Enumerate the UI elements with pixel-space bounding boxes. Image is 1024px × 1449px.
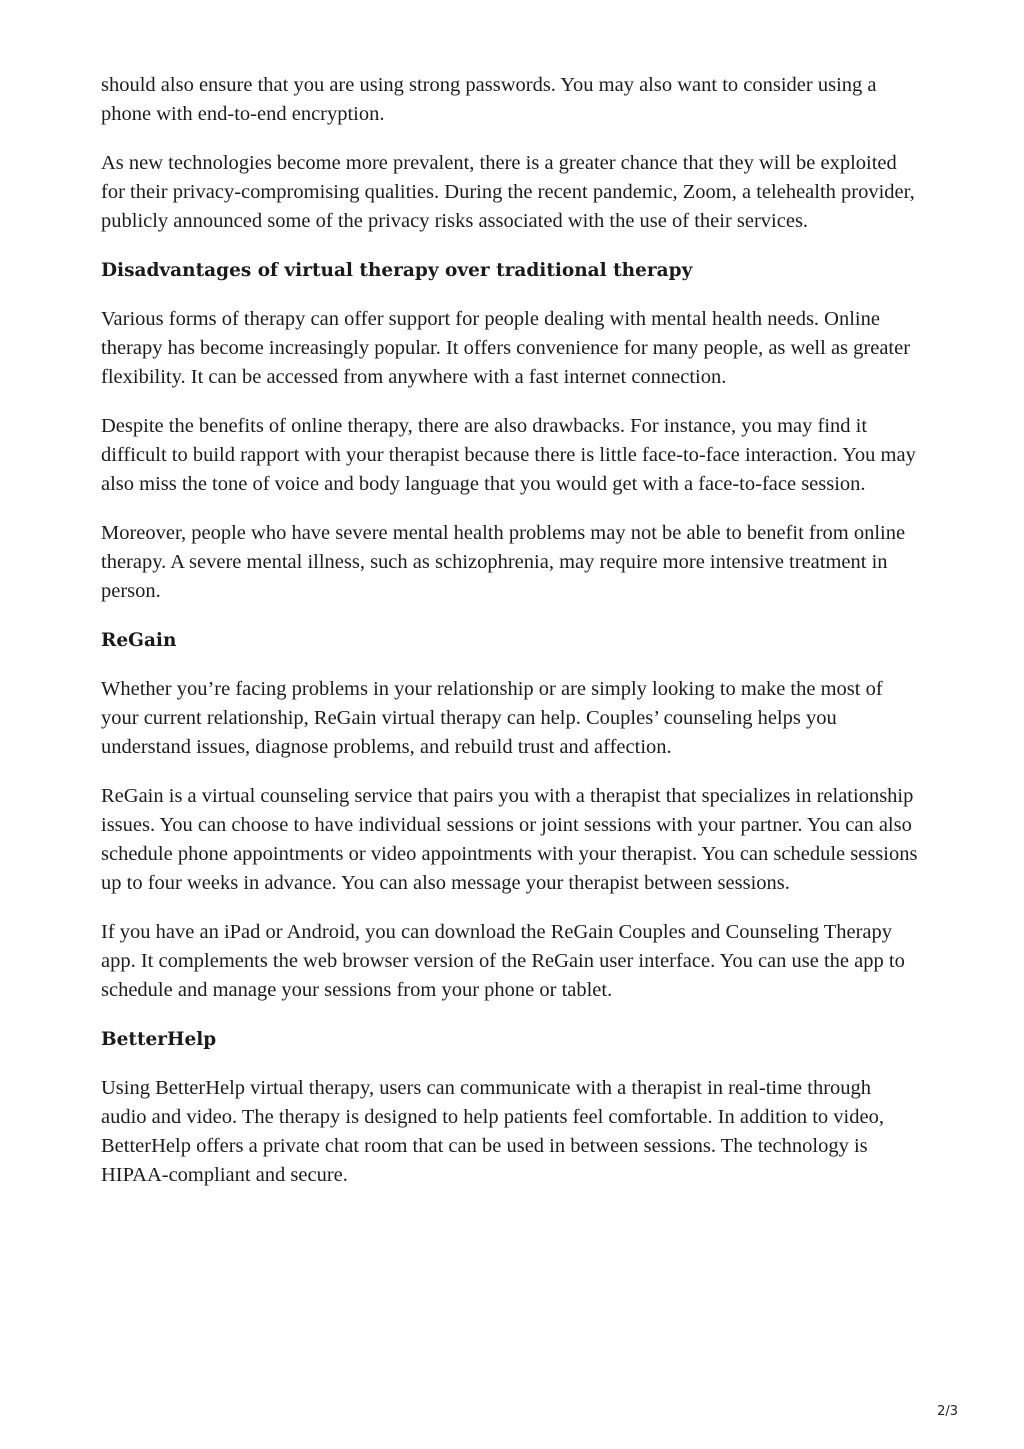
paragraph-betterhelp: Using BetterHelp virtual therapy, users can communicate with a therapist in real-time through audio and video. The therapy is designed to help patients feel comfortable. In addition to video, BetterHelp offers a private chat room that can be used in between sessions. The technology is HIPAA-compliant and secure. bbox=[101, 1077, 884, 1186]
paragraph-drawbacks: Despite the benefits of online therapy, there are also drawbacks. For instance, you may find it difficult to build rapport with your therapist because there is little face-to-face interaction. You may also miss the tone of voice and body language that you would get with a face-to-face session. bbox=[101, 415, 916, 495]
article-body bbox=[101, 71, 921, 1210]
paragraph-secure-phones: should also ensure that you are using strong passwords. You may also want to consider using a phone with end-to-end encryption. bbox=[101, 74, 877, 125]
paragraph-regain-intro: Whether you’re facing problems in your relationship or are simply looking to make the most of your current relationship, ReGain virtual therapy can help. Couples’ counseling helps you understand issues, diagnose problems, and rebuild trust and affection. bbox=[101, 678, 883, 758]
paragraph-new-technologies: As new technologies become more prevalent, there is a greater chance that they will be exploited for their privacy-compromising qualities. During the recent pandemic, Zoom, a telehealth provider, publicly announced some of the privacy risks associated with the use of their services. bbox=[101, 152, 915, 232]
paragraph-regain-app: If you have an iPad or Android, you can download the ReGain Couples and Counseling Therapy app. It complements the web browser version of the ReGain user interface. You can use the app to schedule and manage your sessions from your phone or tablet. bbox=[101, 921, 905, 1001]
heading-disadvantages: Disadvantages of virtual therapy over traditional therapy bbox=[101, 260, 693, 281]
page-number: 2/3 bbox=[937, 1404, 958, 1419]
heading-regain: ReGain bbox=[101, 630, 177, 651]
paragraph-regain-service: ReGain is a virtual counseling service that pairs you with a therapist that specializes in relationship issues. You can choose to have individual sessions or joint sessions with your partner. You can also schedule phone appointments or video appointments with your therapist. You can schedule sessions up to four weeks in advance. You can also message your therapist between sessions. bbox=[101, 785, 918, 894]
paragraph-forms-of-therapy: Various forms of therapy can offer support for people dealing with mental health needs. Online therapy has become increasingly popular. It offers convenience for many people, as well as greater flexibility. It can be accessed from anywhere with a fast internet connection. bbox=[101, 308, 911, 388]
paragraph-severe-illness: Moreover, people who have severe mental health problems may not be able to benefit from online therapy. A severe mental illness, such as schizophrenia, may require more intensive treatment in person. bbox=[101, 522, 906, 602]
heading-betterhelp: BetterHelp bbox=[101, 1029, 217, 1050]
